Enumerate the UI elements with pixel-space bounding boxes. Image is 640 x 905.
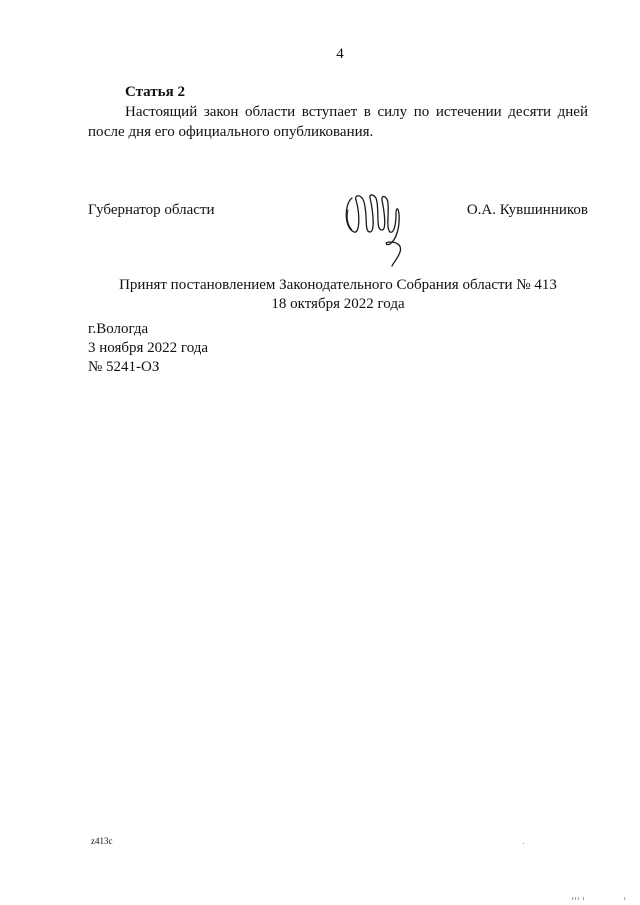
article-section — [88, 82, 588, 142]
article-title: Статья 2 — [125, 84, 185, 100]
article-text: Настоящий закон области вступает в силу по истечении десяти дней после дня его официального опубликования. — [88, 104, 588, 140]
law-date: 3 ноября 2022 года — [88, 340, 209, 356]
scan-mark-right: ı — [624, 896, 626, 902]
signatory-position: Губернатор области — [88, 202, 215, 218]
adoption-note — [88, 276, 588, 314]
adoption-line-2: 18 октября 2022 года — [271, 296, 405, 312]
scan-dot — [523, 843, 524, 844]
law-number: № 5241-ОЗ — [88, 359, 160, 375]
signatory-name: О.А. Кувшинников — [466, 202, 588, 218]
city: г.Вологда — [88, 321, 149, 337]
page-number: 4 — [336, 46, 344, 62]
footer-code: z413c — [91, 836, 113, 846]
scan-marks: ııı ı — [572, 896, 586, 902]
handwritten-signature — [338, 184, 408, 270]
adoption-line-1: Принят постановлением Законодательного Собрания области № 413 — [119, 277, 557, 293]
place-date-block — [88, 320, 208, 377]
